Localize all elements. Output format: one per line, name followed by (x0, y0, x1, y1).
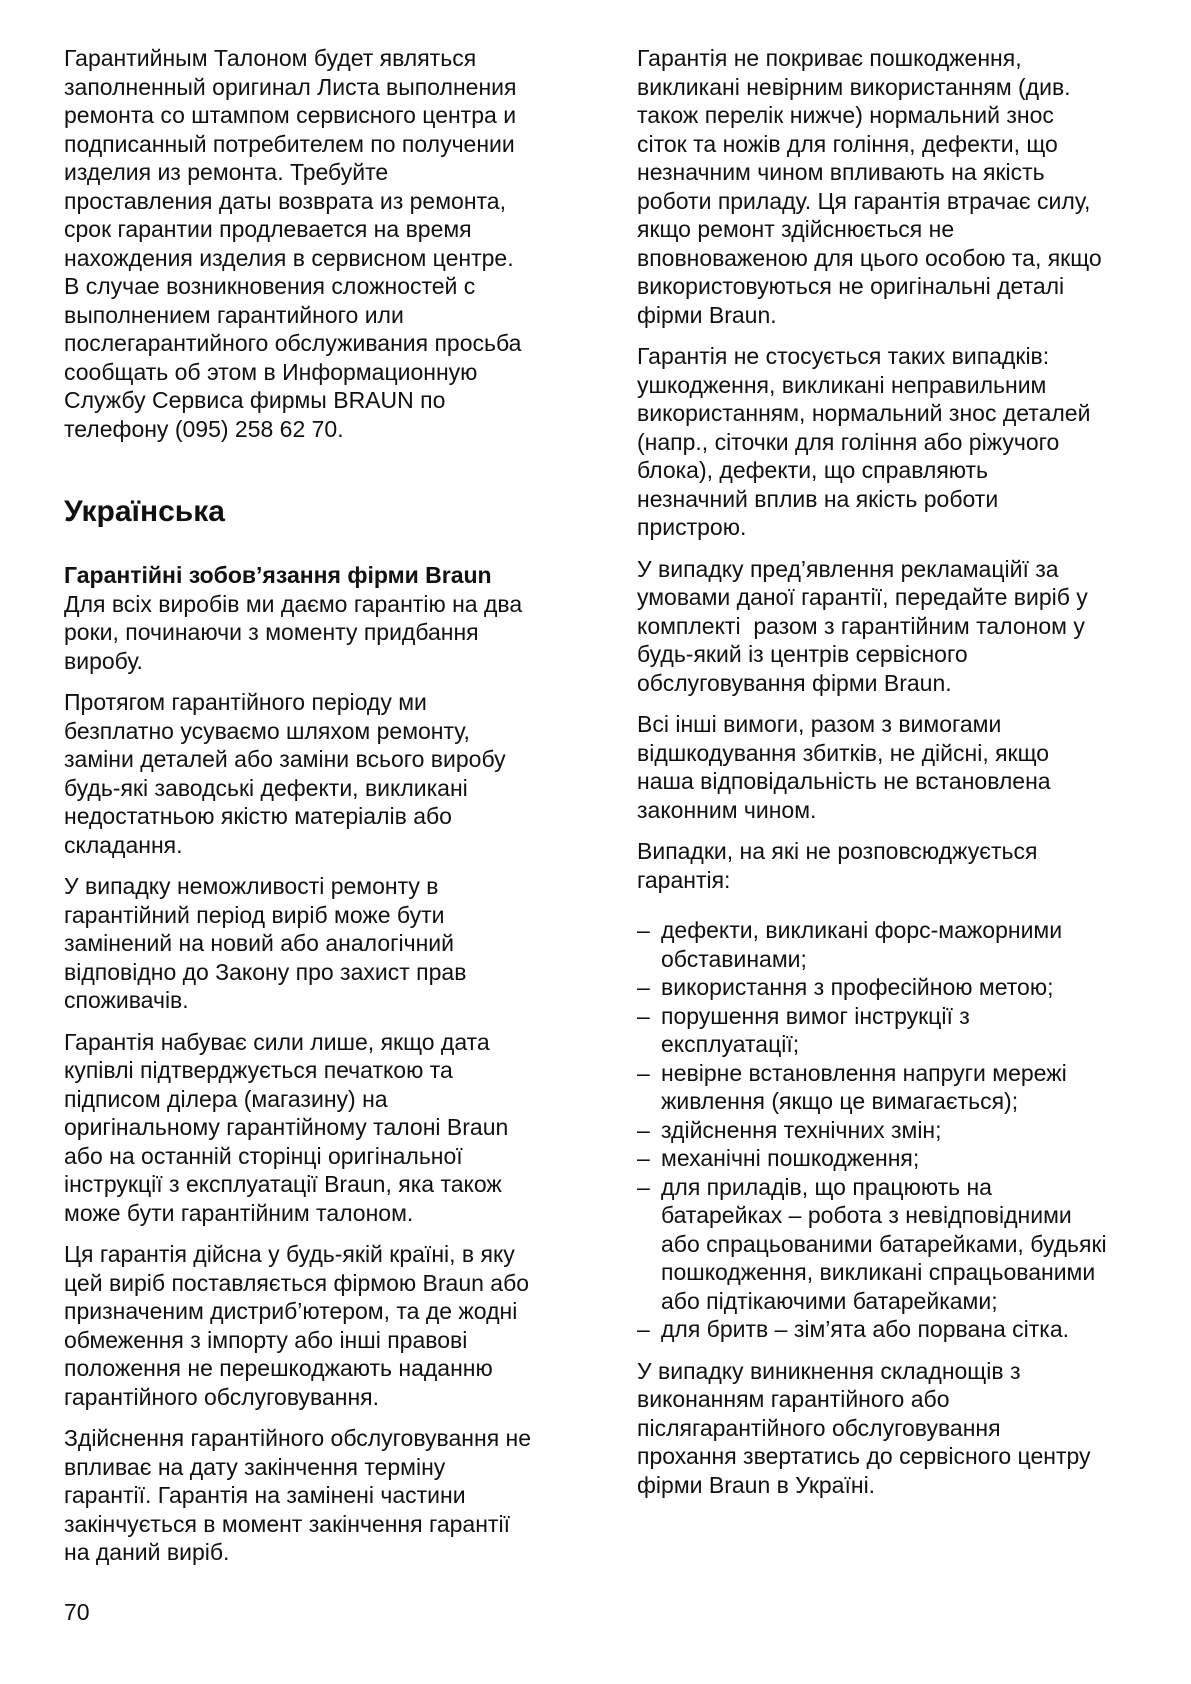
text-line: Службу Сервиса фирмы BRAUN по (64, 387, 446, 413)
text-line: Ця гарантія дійсна у будь-якій країні, в яку (64, 1241, 515, 1267)
text-line: замінений на новий або аналогічний (64, 930, 455, 956)
text-line: невірне встановлення напруги мережі (661, 1059, 1067, 1086)
text-line: изделия из ремонта. Требуйте (64, 159, 389, 185)
text-line: ремонта со штампом сервисного центра и (64, 102, 517, 128)
text-line: сообщать об этом в Информационную (64, 358, 478, 385)
text-line: порушення вимог інструкції з (661, 1002, 970, 1029)
text-line: проставления даты возврата из ремонта, (64, 187, 506, 214)
text-line: або на останній сторінці оригінальної (64, 1142, 463, 1169)
text-line: послегарантийного обслуживания просьба (64, 330, 522, 356)
list-item (637, 1315, 1167, 1344)
paragraph (637, 710, 1167, 824)
section-heading: Українська (64, 495, 225, 528)
text-line: відшкодування збитків, не дійсні, якщо (637, 739, 1050, 766)
text-line: срок гарантии продлевается на время (64, 216, 472, 242)
text-line: пошкодження, викликані спрацьованими (661, 1259, 1096, 1285)
text-line: експлуатації; (661, 1031, 800, 1057)
list-item (637, 1002, 1167, 1059)
paragraph (64, 1028, 594, 1228)
left-column (64, 44, 594, 1580)
list-dash: – (637, 1145, 650, 1171)
list-item (637, 1059, 1167, 1116)
list-dash: – (637, 1173, 650, 1200)
text-line: безплатно усуваємо шляхом ремонту, (64, 717, 470, 744)
paragraph (64, 1424, 594, 1567)
list-dash: – (637, 1059, 650, 1086)
text-line: будь-які заводські дефекти, викликані (64, 774, 468, 801)
text-line: умовами даної гарантії, передайте виріб у (637, 584, 1088, 610)
ru-warranty-paragraph (64, 44, 594, 443)
text-line: блока), дефекти, що справляють (637, 457, 989, 483)
text-line: використовуються не оригінальні деталі (637, 273, 1065, 299)
text-line: гарантії. Гарантія на замінені частини (64, 1482, 466, 1508)
paragraph (637, 555, 1167, 698)
text-line: Протягом гарантійного періоду ми (64, 689, 427, 715)
text-line: роботи приладу. Ця гарантія втрачає силу, (637, 187, 1091, 214)
text-line: цей виріб поставляється фірмою Braun або (64, 1269, 530, 1296)
text-line: на даний виріб. (64, 1539, 230, 1565)
right-column (637, 44, 1167, 1512)
text-line: роки, починаючи з моменту придбання (64, 619, 479, 645)
text-line: використання з професійною метою; (661, 974, 1054, 1000)
list-item (637, 973, 1167, 1002)
text-line: нахождения изделия в сервисном центре. (64, 244, 514, 271)
text-line: телефону (095) 258 62 70. (64, 415, 344, 442)
text-line: фірми Braun в Україні. (637, 1471, 876, 1498)
text-line: виробу. (64, 647, 143, 674)
text-line: Здійснення гарантійного обслуговування не (64, 1425, 532, 1451)
text-line: комплекті разом з гарантійним талоном у (637, 612, 1085, 639)
text-line: будь-який із центрів сервісного (637, 641, 968, 667)
text-line: підписом ділера (магазину) на (64, 1085, 388, 1112)
text-line: або підтікаючими батарейками; (661, 1287, 998, 1314)
text-line: ушкодження, викликані неправильним (637, 371, 1047, 398)
text-line: гарантійний період виріб може бути (64, 901, 445, 928)
text-line: закінчується в момент закінчення гарантії (64, 1510, 510, 1537)
text-line: У випадку пред’явлення рекламаційї за (637, 555, 1059, 582)
text-line: дефекти, викликані форс-мажорними (661, 917, 1063, 943)
text-line: В случае возникновения сложностей с (64, 273, 476, 299)
text-line: подписанный потребителем по получении (64, 130, 515, 157)
text-line: використанням, нормальний знос деталей (637, 400, 1091, 426)
text-line: для бритв – зім’ята або порвана сітка. (661, 1316, 1070, 1342)
text-line: У випадку неможливості ремонту в (64, 873, 439, 899)
text-line: для приладів, що працюють на (661, 1173, 992, 1200)
text-line: післягарантійного обслуговування (637, 1414, 1001, 1441)
text-line: може бути гарантійним талоном. (64, 1199, 414, 1226)
exclusions-list (637, 916, 1167, 1344)
paragraph (64, 1240, 594, 1411)
text-line: обставинами; (661, 945, 807, 972)
list-dash: – (637, 974, 650, 1000)
text-line: гарантія: (637, 866, 731, 893)
text-line: обмеження з імпорту або інші правові (64, 1326, 468, 1353)
text-line: відповідно до Закону про захист прав (64, 958, 467, 985)
text-line: Для всіх виробів ми даємо гарантію на два (64, 590, 523, 617)
list-dash: – (637, 1116, 650, 1143)
text-line: інструкції з експлуатації Braun, яка також (64, 1171, 502, 1197)
paragraph (637, 342, 1167, 542)
text-line: також перелік нижче) нормальний знос (637, 102, 1054, 128)
text-line: здійснення технічних змін; (661, 1116, 942, 1143)
text-line: викликані невірним використанням (див. (637, 73, 1071, 100)
text-line: вповноваженою для цього особою та, якщо (637, 244, 1102, 271)
text-line: обслуговування фірми Braun. (637, 669, 952, 696)
list-dash: – (637, 1002, 650, 1029)
paragraph (637, 837, 1167, 894)
text-line: споживачів. (64, 987, 189, 1013)
text-line: або спрацьованими батарейками, будьякі (661, 1230, 1107, 1257)
text-line: пристрою. (637, 514, 747, 540)
text-line: механічні пошкодження; (661, 1145, 920, 1171)
text-line: У випадку виникнення складнощів з (637, 1357, 1021, 1384)
text-line: незначним чином впливають на якість (637, 159, 1045, 185)
closing-paragraph (637, 1357, 1167, 1500)
paragraph (64, 688, 594, 859)
text-line: впливає на дату закінчення терміну (64, 1453, 446, 1480)
text-line: заполненный оригинал Листа выполнения (64, 73, 517, 100)
text-line: заміни деталей або заміни всього виробу (64, 746, 506, 772)
intro-paragraph (64, 561, 594, 675)
list-item (637, 1144, 1167, 1173)
text-line: оригінальному гарантійному талоні Braun (64, 1114, 509, 1140)
text-line: прохання звертатись до сервісного центру (637, 1443, 1091, 1469)
text-line: призначеним дистриб’ютером, та де жодні (64, 1298, 518, 1324)
text-line: батарейках – робота з невідповідними (661, 1202, 1072, 1228)
text-line: складання. (64, 831, 183, 858)
text-line: Гарантія не покриває пошкодження, (637, 45, 1022, 71)
text-line: незначний вплив на якість роботи (637, 485, 999, 512)
text-line: выполнением гарантийного или (64, 301, 404, 328)
page-number: 70 (64, 1599, 90, 1625)
text-line: Всі інші вимоги, разом з вимогами (637, 711, 1002, 737)
text-line: положення не перешкоджають наданню (64, 1355, 493, 1381)
text-line: (напр., сіточки для гоління або ріжучого (637, 428, 1060, 455)
text-line: якщо ремонт здійснюється не (637, 216, 955, 242)
text-line: виконанням гарантійного або (637, 1386, 950, 1412)
text-line: Випадки, на які не розповсюджується (637, 838, 1038, 864)
list-dash: – (637, 1316, 650, 1342)
paragraph (64, 872, 594, 1015)
text-line: купівлі підтверджується печаткою та (64, 1057, 453, 1083)
text-line: гарантійного обслуговування. (64, 1383, 380, 1410)
text-line: наша відповідальність не встановлена (637, 768, 1051, 794)
text-line: Гарантія не стосується таких випадків: (637, 343, 1050, 369)
list-dash: – (637, 917, 650, 943)
text-line: сіток та ножів для гоління, дефекти, що (637, 130, 1058, 157)
text-line: фірми Braun. (637, 301, 777, 328)
text-line: Гарантийным Талоном будет являться (64, 45, 477, 71)
text-line: Гарантія набуває сили лише, якщо дата (64, 1028, 490, 1055)
text-line: живлення (якщо це вимагається); (661, 1088, 1019, 1114)
subheading: Гарантійні зобов’язання фірми Braun (64, 562, 492, 588)
list-item (637, 916, 1167, 973)
text-line: недостатньою якістю матеріалів або (64, 803, 452, 829)
list-item (637, 1116, 1167, 1145)
text-line: законним чином. (637, 796, 817, 823)
paragraph (637, 44, 1167, 329)
list-item (637, 1173, 1167, 1316)
